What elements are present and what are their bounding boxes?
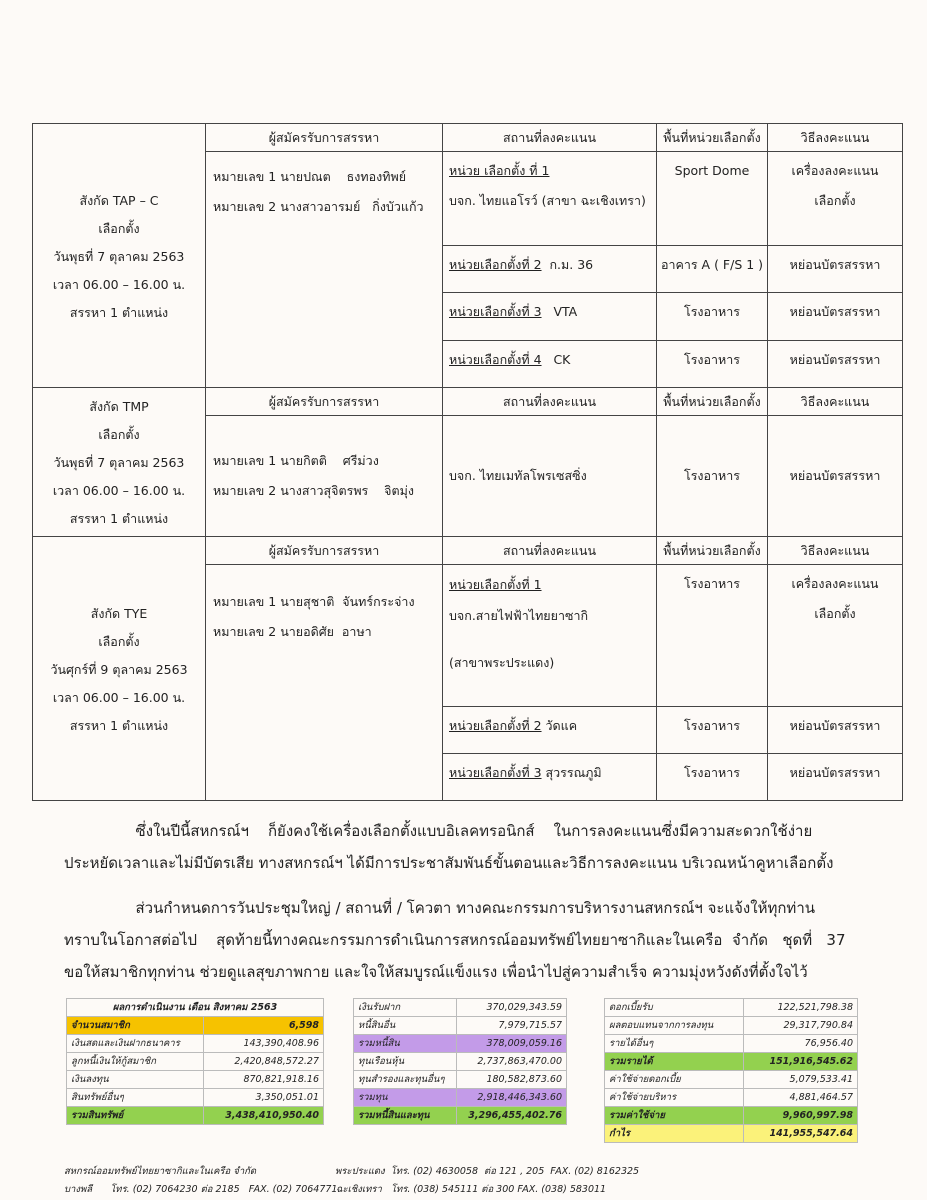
operating-results-summary: [66, 998, 858, 1156]
area-cell: โรงอาหาร: [657, 754, 768, 801]
paragraph-line: ซึ่งในปีนี้สหกรณ์ฯ ก็ยังคงใช้เครื่องเลือกตั้งแบบอิเลคทรอนิกส์ ในการลงคะแนนซึ่งมีความสะดวกใช้ง่าย: [64, 822, 813, 840]
table-row: เงินลงทุน 870,821,918.16: [67, 1071, 324, 1089]
header-location: สถานที่ลงคะแนน: [443, 388, 657, 416]
station-row: หน่วยเลือกตั้งที่ 3 VTA: [443, 293, 657, 341]
method-cell: เครื่องลงคะแนน เลือกตั้ง: [768, 152, 903, 246]
table-row: สินทรัพย์อื่นๆ 3,350,051.01: [67, 1089, 324, 1107]
area-cell: โรงอาหาร: [657, 707, 768, 754]
station-row: บจก. ไทยเมทัลโพรเซสซิ่ง: [443, 416, 657, 537]
summary-title: ผลการดำเนินงาน เดือน สิงหาคม 2563: [67, 999, 324, 1017]
unit-tmp: สังกัด TMP เลือกตั้ง วันพุธที่ 7 ตุลาคม 2563 เวลา 06.00 – 16.00 น. สรรหา 1 ตำแหน่ง: [33, 388, 206, 537]
area-cell: โรงอาหาร: [657, 293, 768, 341]
unit-tap-c: สังกัด TAP – C เลือกตั้ง วันพุธที่ 7 ตุลาคม 2563 เวลา 06.00 – 16.00 น. สรรหา 1 ตำแหน่ง: [33, 124, 206, 388]
station-row: หน่วยเลือกตั้งที่ 4 CK: [443, 341, 657, 388]
liabilities-table: [353, 998, 567, 1125]
header-area: พื้นที่หน่วยเลือกตั้ง: [657, 537, 768, 565]
area-cell: โรงอาหาร: [657, 341, 768, 388]
table-row: ดอกเบี้ยรับ 122,521,798.38: [605, 999, 858, 1017]
header-method: วิธีลงคะแนน: [768, 124, 903, 152]
table-row: ค่าใช้จ่ายดอกเบี้ย 5,079,533.41: [605, 1071, 858, 1089]
method-cell: หย่อนบัตรสรรหา: [768, 293, 903, 341]
table-row: รวมหนี้สิน 378,009,059.16: [354, 1035, 567, 1053]
paragraph-line: ขอให้สมาชิกทุกท่าน ช่วยดูแลสุขภาพกาย และใจให้สมบูรณ์แข็งแรง เพื่อนำไปสู่ความสำเร็จ ความมุ่งหวังดังที่ตั้งใจไว้: [64, 963, 808, 981]
method-cell: หย่อนบัตรสรรหา: [768, 341, 903, 388]
method-cell: หย่อนบัตรสรรหา: [768, 246, 903, 293]
table-row: ผลตอบแทนจากการลงทุน 29,317,790.84: [605, 1017, 858, 1035]
table-row-total: รวมค่าใช้จ่าย 9,960,997.98: [605, 1107, 858, 1125]
assets-table: [66, 998, 324, 1125]
table-row: เงินสดและเงินฝากธนาคาร 143,390,408.96: [67, 1035, 324, 1053]
table-row: ทุนสำรองและทุนอื่นๆ 180,582,873.60: [354, 1071, 567, 1089]
header-area: พื้นที่หน่วยเลือกตั้ง: [657, 388, 768, 416]
area-cell: โรงอาหาร: [657, 416, 768, 537]
candidates-tye: หมายเลข 1 นายสุชาติ จันทร์กระจ่าง หมายเลข 2 นายอดิศัย อาษา: [206, 565, 443, 801]
header-method: วิธีลงคะแนน: [768, 537, 903, 565]
footer-bangphli-contact: บางพลี โทร. (02) 7064230 ต่อ 2185 FAX. (02) 7064771: [64, 1184, 338, 1195]
area-cell: โรงอาหาร: [657, 565, 768, 707]
unit-tye: สังกัด TYE เลือกตั้ง วันศุกร์ที่ 9 ตุลาคม 2563 เวลา 06.00 – 16.00 น. สรรหา 1 ตำแหน่ง: [33, 537, 206, 801]
table-row: รวมทุน 2,918,446,343.60: [354, 1089, 567, 1107]
header-area: พื้นที่หน่วยเลือกตั้ง: [657, 124, 768, 152]
header-candidates: ผู้สมัครรับการสรรหา: [206, 537, 443, 565]
station-row: หน่วยเลือกตั้งที่ 2 วัดแค: [443, 707, 657, 754]
station-row: หน่วยเลือกตั้งที่ 3 สุวรรณภูมิ: [443, 754, 657, 801]
election-schedule-table: [32, 123, 903, 801]
station-row: หน่วย เลือกตั้ง ที่ 1 บจก. ไทยแอโรว์ (สาขา ฉะเชิงเทรา): [443, 152, 657, 246]
table-row-total: รวมสินทรัพย์ 3,438,410,950.40: [67, 1107, 324, 1125]
footer-chachoengsao-contact: ฉะเชิงเทรา โทร. (038) 545111 ต่อ 300 FAX. (038) 583011: [336, 1184, 607, 1195]
method-cell: หย่อนบัตรสรรหา: [768, 754, 903, 801]
table-row-profit: กำไร 141,955,547.64: [605, 1125, 858, 1143]
footer-phraphradaeng-contact: พระประแดง โทร. (02) 4630058 ต่อ 121 , 205 FAX. (02) 8162325: [335, 1166, 640, 1177]
station-row: หน่วยเลือกตั้งที่ 2 ก.ม. 36: [443, 246, 657, 293]
station-row: หน่วยเลือกตั้งที่ 1 บจก.สายไฟฟ้าไทยยาซากิ (สาขาพระประแดง): [443, 565, 657, 707]
table-row: เงินรับฝาก 370,029,343.59: [354, 999, 567, 1017]
table-row: ลูกหนี้เงินให้กู้สมาชิก 2,420,848,572.27: [67, 1053, 324, 1071]
table-row: ค่าใช้จ่ายบริหาร 4,881,464.57: [605, 1089, 858, 1107]
income-table: [604, 998, 858, 1143]
table-row: จำนวนสมาชิก 6,598: [67, 1017, 324, 1035]
table-row-total: รวมหนี้สินและทุน 3,296,455,402.76: [354, 1107, 567, 1125]
header-method: วิธีลงคะแนน: [768, 388, 903, 416]
header-candidates: ผู้สมัครรับการสรรหา: [206, 388, 443, 416]
table-row: รายได้อื่นๆ 76,956.40: [605, 1035, 858, 1053]
area-cell: อาคาร A ( F/S 1 ): [657, 246, 768, 293]
header-candidates: ผู้สมัครรับการสรรหา: [206, 124, 443, 152]
table-row: หนี้สินอื่น 7,979,715.57: [354, 1017, 567, 1035]
header-location: สถานที่ลงคะแนน: [443, 537, 657, 565]
paragraph-line: ทราบในโอกาสต่อไป สุดท้ายนี้ทางคณะกรรมการดำเนินการสหกรณ์ออมทรัพย์ไทยยาซากิและในเครือ จำกัด ชุดที่ 37: [64, 931, 846, 949]
method-cell: หย่อนบัตรสรรหา: [768, 416, 903, 537]
paragraph-line: ประหยัดเวลาและไม่มีบัตรเสีย ทางสหกรณ์ฯ ได้มีการประชาสัมพันธ์ขั้นตอนและวิธีการลงคะแนน บริเวณหน้าคูหาเลือกตั้ง: [64, 854, 834, 872]
candidates-tap-c: หมายเลข 1 นายปณต ธงทองทิพย์ หมายเลข 2 นางสาวอารมย์ กิ่งบัวแก้ว: [206, 152, 443, 388]
header-location: สถานที่ลงคะแนน: [443, 124, 657, 152]
area-cell: Sport Dome: [657, 152, 768, 246]
method-cell: เครื่องลงคะแนน เลือกตั้ง: [768, 565, 903, 707]
table-row-total: รวมรายได้ 151,916,545.62: [605, 1053, 858, 1071]
candidates-tmp: หมายเลข 1 นายกิตติ ศรีม่วง หมายเลข 2 นางสาวสุจิตรพร จิตมุ่ง: [206, 416, 443, 537]
footer-cooperative-name: สหกรณ์ออมทรัพย์ไทยยาซากิและในเครือ จำกัด: [64, 1166, 257, 1177]
table-row: ทุนเรือนหุ้น 2,737,863,470.00: [354, 1053, 567, 1071]
paragraph-line: ส่วนกำหนดการวันประชุมใหญ่ / สถานที่ / โควตา ทางคณะกรรมการบริหารงานสหกรณ์ฯ จะแจ้งให้ทุกท่าน: [64, 899, 815, 917]
method-cell: หย่อนบัตรสรรหา: [768, 707, 903, 754]
